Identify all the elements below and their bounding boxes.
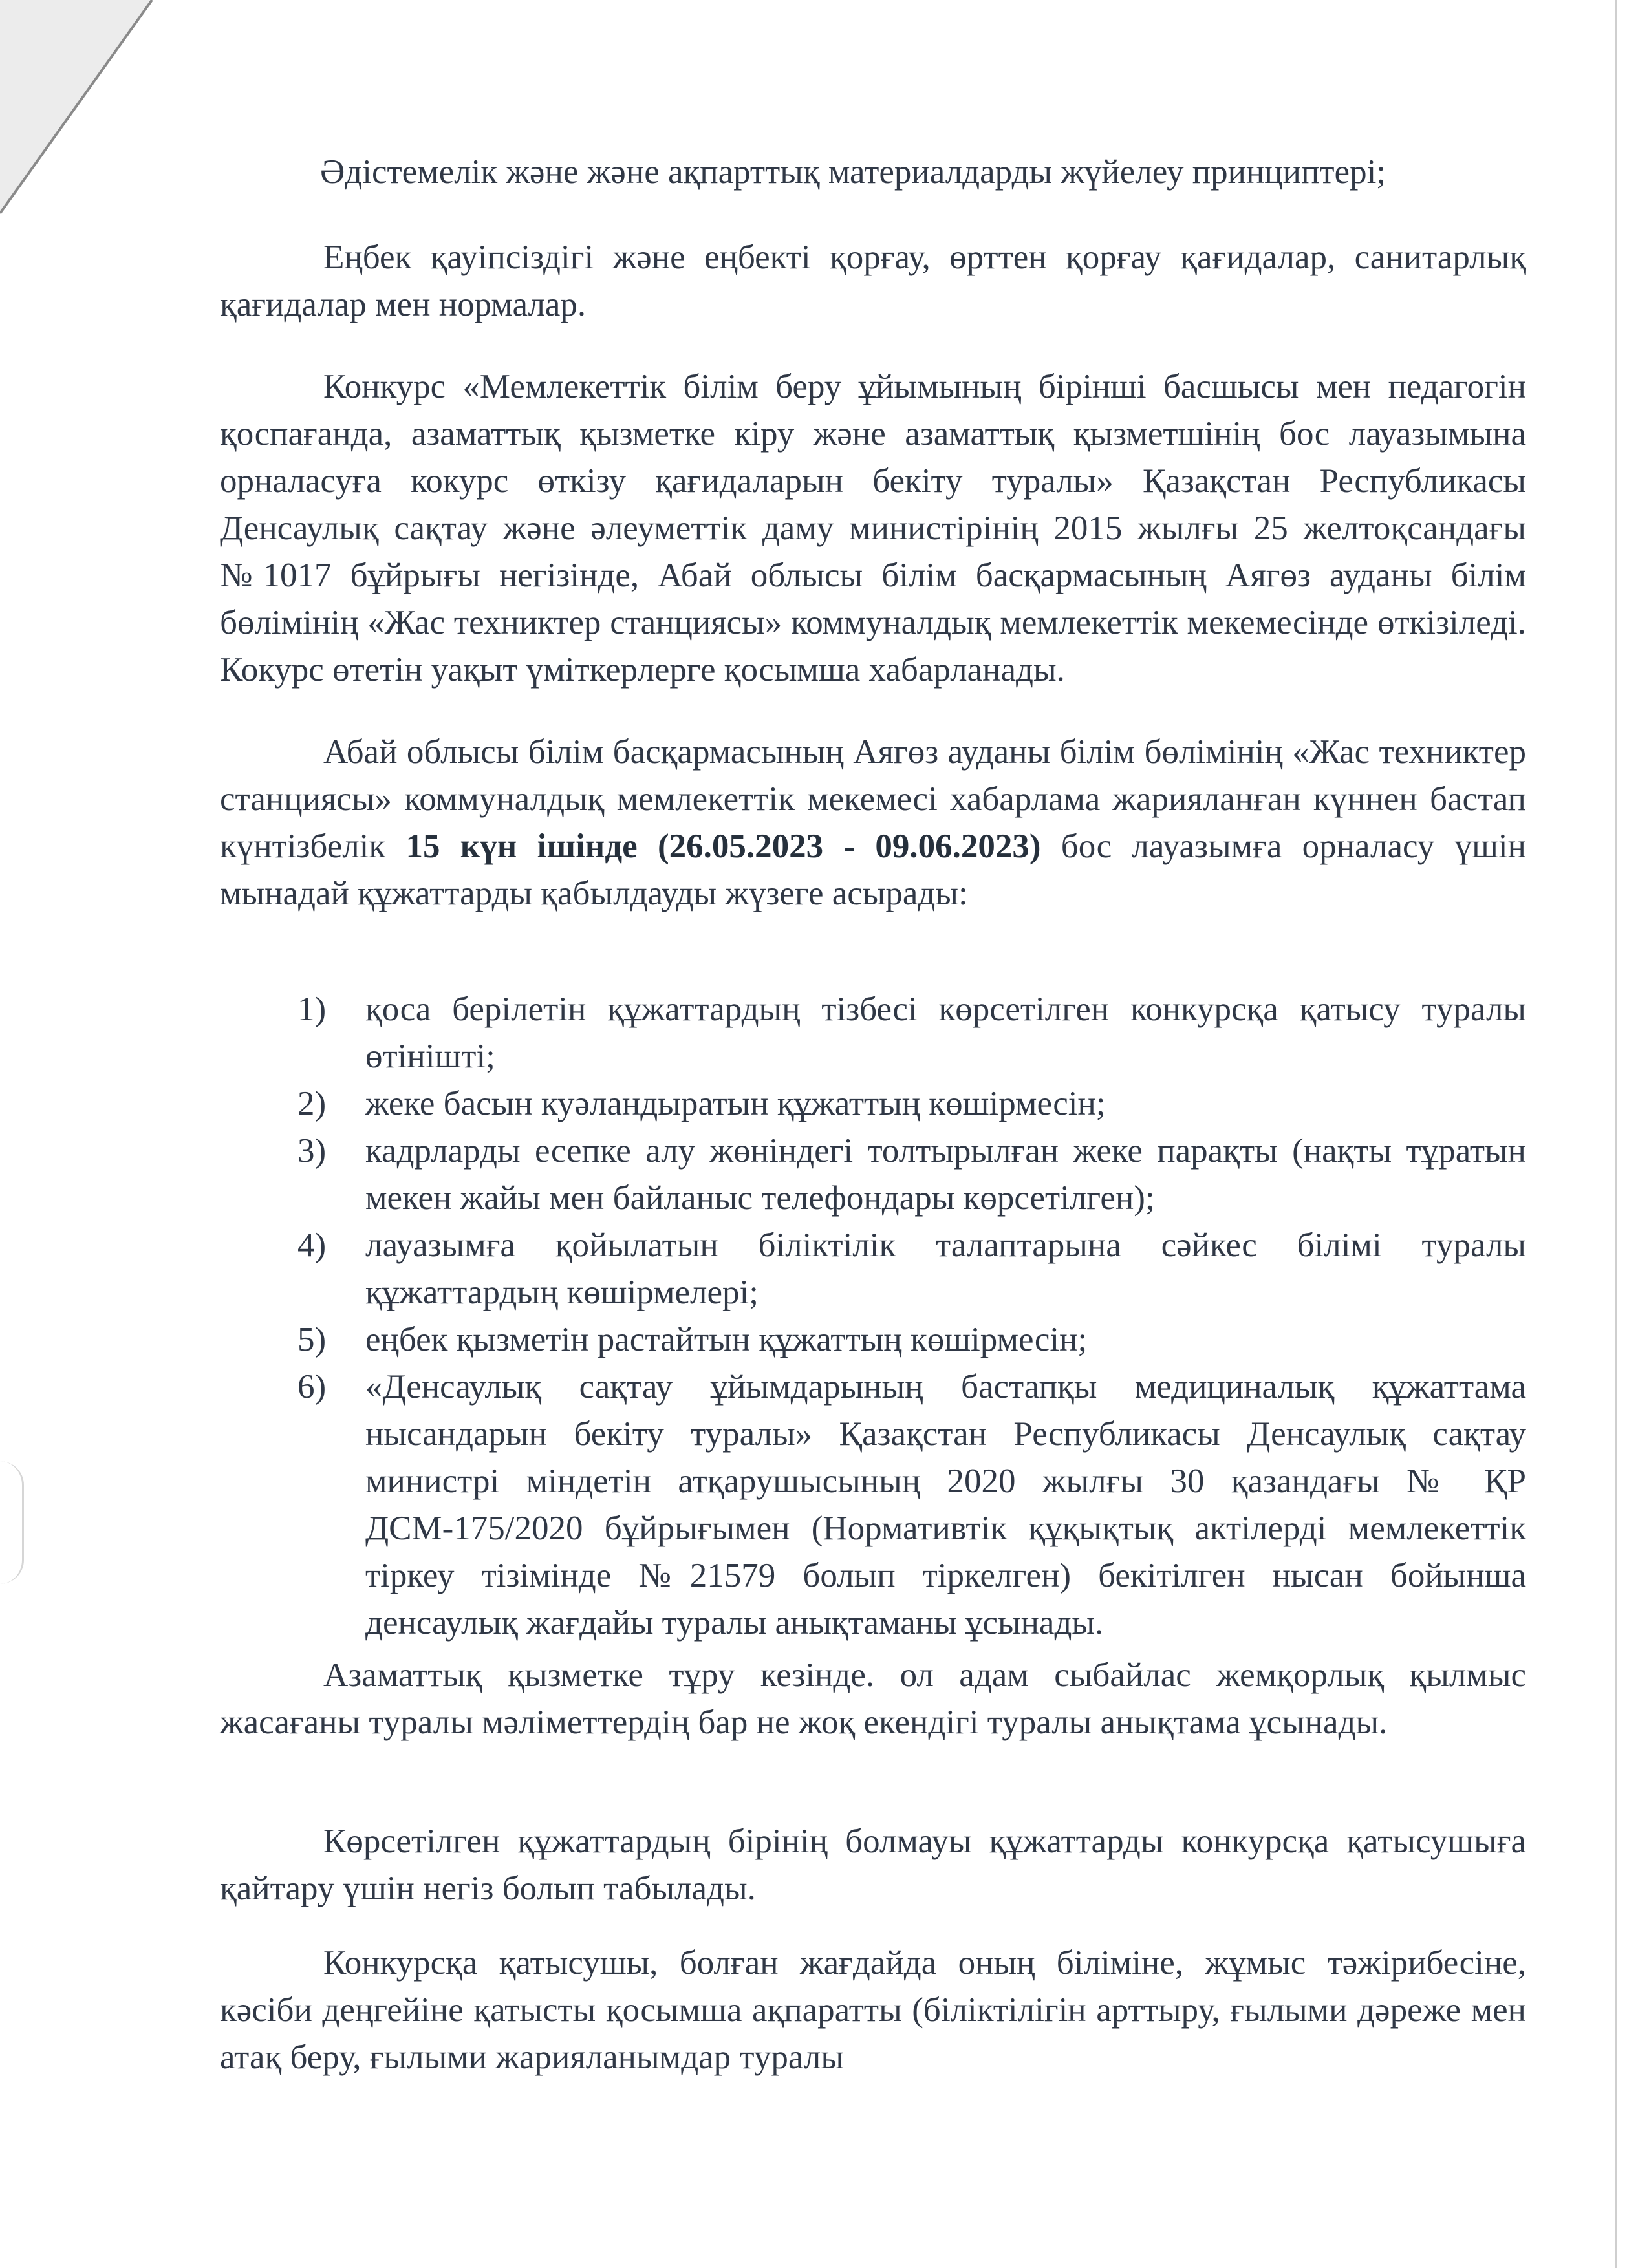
list-item-number: 1) (297, 990, 327, 1028)
scan-punch-mark (0, 1461, 24, 1584)
list-item-number: 6) (297, 1368, 327, 1406)
list-item (297, 986, 1526, 1080)
list-item-text: жеке басын куәландыратын құжаттың көшірмесін; (365, 1085, 1106, 1122)
paragraph-missing-documents: Көрсетілген құжаттардың бірінің болмауы құжаттарды конкурсқа қатысушыға қайтару үшін негіз болып табылады. (220, 1823, 1526, 1907)
list-item-text: қоса берілетін құжаттардың тізбесі көрсетілген конкурсқа қатысу туралы өтінішті; (365, 990, 1526, 1075)
list-item-text: «Денсаулық сақтау ұйымдарының бастапқы медициналық құжаттама нысандарын бекіту туралы» Қазақстан Республикасы Денсаулық сақтау министрі міндетін атқарушысының 2020 жылғы 30 қазандағы № ҚР ДСМ-175/2020 бұйрығымен (Нормативтік құқықтық актілерді мемлекеттік тіркеу тізімінде №21579 болып тіркелген) бекітілген нысан бойынша денсаулық жағдайы туралы анықтаманы ұсынады. (365, 1368, 1526, 1642)
scan-edge (1615, 0, 1617, 2268)
acceptance-text-end: бос лауазымға орналасу үшін мынадай құжаттарды қабылдауды жүзеге асырады: (220, 828, 1527, 912)
list-item (297, 1316, 1526, 1364)
list-item-text: еңбек қызметін растайтын құжаттың көшірмесін; (365, 1321, 1088, 1358)
list-item (297, 1364, 1526, 1647)
paragraph-contest: Конкурс «Мемлекеттік білім беру ұйымының бірінші басшысы мен педагогін қоспағанда, азаматтық қызметке кіру және азаматтық қызметшінің бос лауазымына орналасуға кокурс өткізу қағидаларын бекіту туралы» Қазақстан Республикасы Денсаулық сақтау және әлеуметтік даму министірінің 2015 жылғы 25 желтоқсандағы №1017 бұйрығы негізінде, Абай облысы білім басқармасының Аягөз ауданы білім бөлімінің «Жас техниктер станциясы» коммуналдық мемлекеттік мекемесінде өткізіледі. Кокурс өтетін уақыт үміткерлерге қосымша хабарланады. (220, 368, 1526, 689)
list-item (297, 1128, 1526, 1222)
list-item (297, 1080, 1526, 1128)
list-item-number: 3) (297, 1132, 327, 1170)
paragraph-acceptance (220, 729, 1526, 917)
list-item-number: 4) (297, 1226, 327, 1264)
list-item (297, 1222, 1526, 1316)
list-item-number: 2) (297, 1085, 327, 1122)
acceptance-text-start: Абай облысы білім басқармасының Аягөз ауданы білім бөлімінің «Жас техниктер станциясы» коммуналдық мемлекеттік мекемесі хабарлама жарияланған күннен бастап күнтізбелік (220, 733, 1526, 865)
scan-corner-fold (0, 0, 168, 233)
list-item-text: кадрларды есепке алу жөніндегі толтырылған жеке парақты (нақты тұратын мекен жайы мен байланыс телефондары көрсетілген); (365, 1132, 1526, 1217)
heading-line: Әдістемелік және және ақпарттық материалдарды жүйелеу принциптері; (320, 153, 1386, 191)
acceptance-period: 15 күн ішінде (26.05.2023 - 09.06.2023) (405, 828, 1041, 865)
list-item-text: лауазымға қойылатын біліктілік талаптарына сәйкес білімі туралы құжаттардың көшірмелері; (365, 1226, 1526, 1311)
documents-list (297, 986, 1526, 1647)
paragraph-safety: Еңбек қауіпсіздігі және еңбекті қорғау, өрттен қорғау қағидалар, санитарлық қағидалар мен нормалар. (220, 239, 1526, 323)
list-item-number: 5) (297, 1321, 327, 1358)
paragraph-corruption-certificate: Азаматтық қызметке тұру кезінде. ол адам сыбайлас жемқорлық қылмыс жасағаны туралы мәліметтердің бар не жоқ екендігі туралы анықтама ұсынады. (220, 1656, 1526, 1741)
paragraph-additional-info: Конкурсқа қатысушы, болған жағдайда оның біліміне, жұмыс тәжірибесіне, кәсіби деңгейіне қатысты қосымша ақпаратты (біліктілігін арттыру, ғылыми дәреже мен атақ беру, ғылыми жарияланымдар туралы (220, 1944, 1526, 2076)
